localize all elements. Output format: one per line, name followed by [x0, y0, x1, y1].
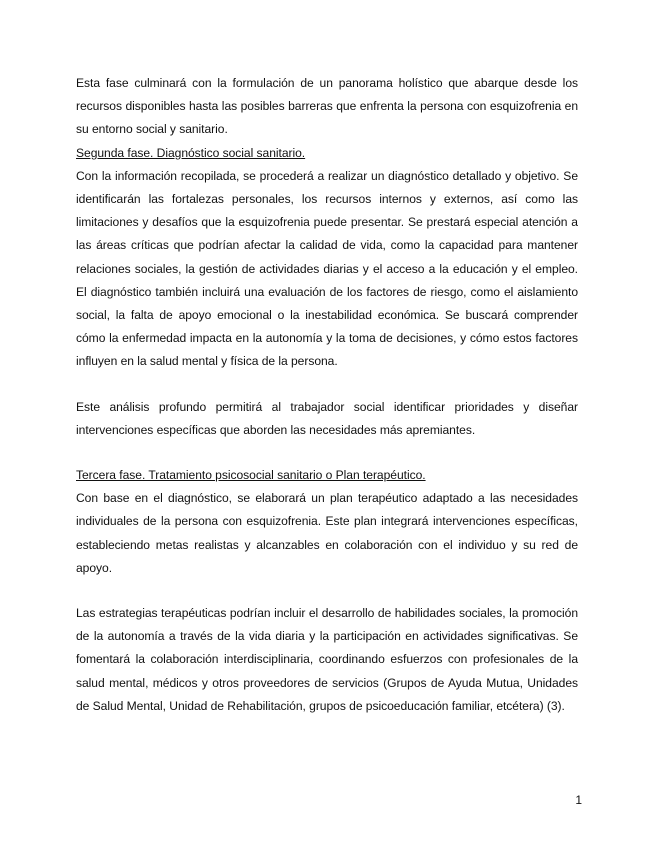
therapeutic-plan-paragraph: Con base en el diagnóstico, se elaborará un plan terapéutico adaptado a las necesidades individuales de la persona con esquizofrenia. Este plan integrará intervenciones específicas, estableciendo metas realistas y alcanzables en colaboración con el individuo y su red de apoyo. [76, 491, 578, 575]
page-number: 1 [575, 793, 582, 807]
diagnosis-paragraph: Con la información recopilada, se procederá a realizar un diagnóstico detallado y objetivo. Se identificarán las fortalezas personales, los recursos internos y externos, así como las limitaciones y desafíos que la esquizofrenia puede presentar. Se prestará especial atención a las áreas críticas que podrían afectar la calidad de vida, como la capacidad para mantener relaciones sociales, la gestión de actividades diarias y el acceso a la educación y el empleo. El diagnóstico también incluirá una evaluación de los factores de riesgo, como el aislamiento social, la falta de apoyo emocional o la inestabilidad económica. Se buscará comprender cómo la enfermedad impacta en la autonomía y la toma de decisiones, y cómo estos factores influyen en la salud mental y física de la persona. [76, 168, 578, 369]
section-heading-tercera-fase: Tercera fase. Tratamiento psicosocial sanitario o Plan terapéutico. [76, 468, 426, 483]
intro-paragraph: Esta fase culminará con la formulación de un panorama holístico que abarque desde los recursos disponibles hasta las posibles barreras que enfrenta la persona con esquizofrenia en su entorno social y sanitario. [76, 76, 578, 137]
section-heading-segunda-fase: Segunda fase. Diagnóstico social sanitario. [76, 145, 306, 160]
analysis-paragraph: Este análisis profundo permitirá al trabajador social identificar prioridades y diseñar intervenciones específicas que aborden las necesidades más apremiantes. [76, 399, 578, 437]
strategies-paragraph: Las estrategias terapéuticas podrían incluir el desarrollo de habilidades sociales, la promoción de la autonomía a través de la vida diaria y la participación en actividades significativas. Se fomentará la colaboración interdisciplinaria, coordinando esfuerzos con profesionales de la salud mental, médicos y otros proveedores de servicios (Grupos de Ayuda Mutua, Unidades de Salud Mental, Unidad de Rehabilitación, grupos de psicoeducación familiar, etcétera) (3). [76, 606, 578, 713]
page-body [76, 72, 578, 718]
